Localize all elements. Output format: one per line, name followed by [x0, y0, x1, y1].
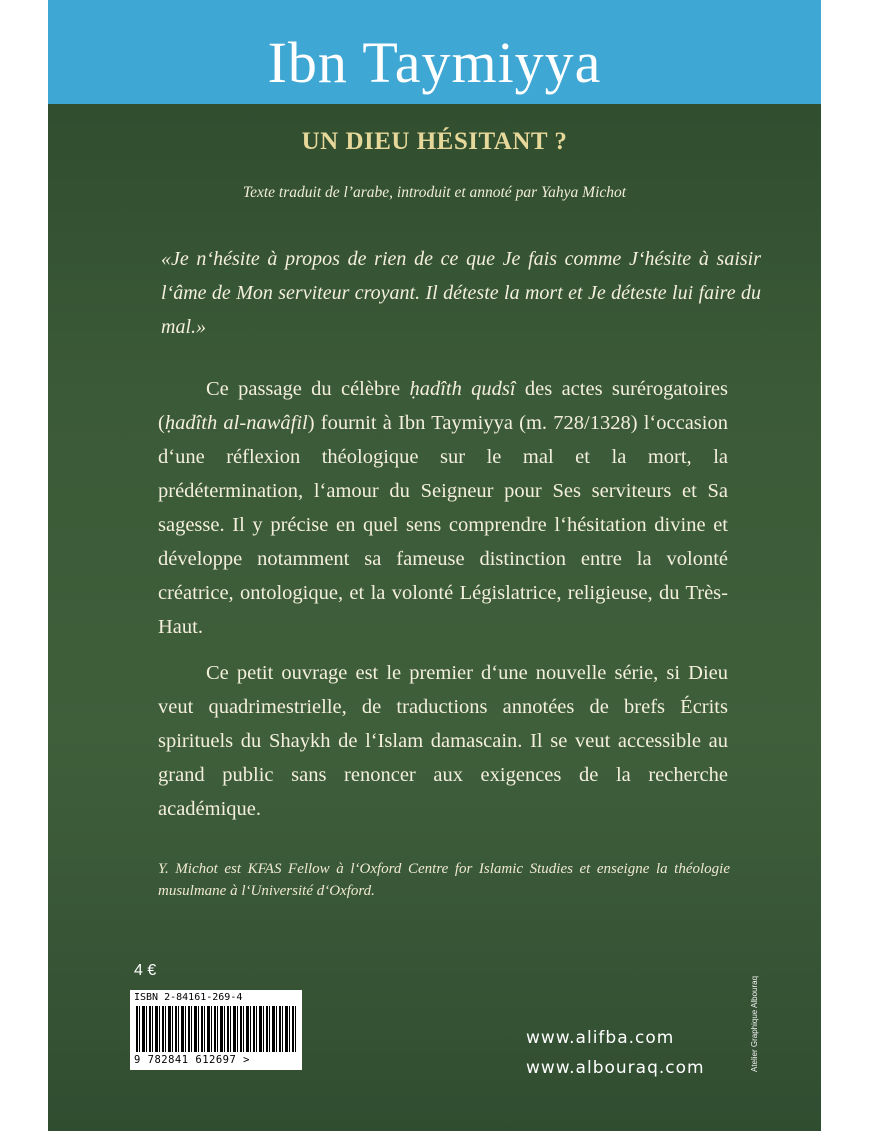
price: 4 € [134, 962, 157, 979]
isbn-barcode [130, 990, 302, 1070]
author-name: Ibn Taymiyya [267, 30, 602, 95]
design-credit: Atelier Graphique Albouraq [750, 975, 759, 1072]
description-paragraph-1 [158, 372, 728, 644]
book-title: UN DIEU HÉSITANT ? [301, 128, 568, 155]
back-cover [48, 0, 821, 1131]
translator-bio: Y. Michot est KFAS Fellow à l‘Oxford Centre for Islamic Studies et enseigne la théologie musulmane à l‘Université d‘Oxford. [158, 861, 730, 899]
description-paragraph-2: Ce petit ouvrage est le premier d‘une nouvelle série, si Dieu veut quadrimestrielle, de traductions annotées de brefs Écrits spirituels du Shaykh de l‘Islam damascain. Il se veut accessible au grand public sans renoncer aux exigences de la recherche académique. [158, 662, 728, 820]
website-alifba[interactable]: www.alifba.com [526, 1028, 675, 1048]
p1-text-a: Ce passage du célèbre [206, 378, 410, 400]
p1-term-hadith-qudsi: ḥadîth qudsî [409, 378, 516, 400]
p1-text-c: ) fournit à Ibn Taymiyya (m. 728/1328) l‘occasion d‘une réflexion théologique sur le mal et la mort, la prédétermination, l‘amour du Seigneur pour Ses serviteurs et Sa sagesse. Il y précise en quel sens comprendre l‘hésitation divine et développe notamment sa fameuse distinction entre la volonté créatrice, ontologique, et la volonté Législatrice, religieuse, du Très-Haut. [158, 412, 728, 638]
website-albouraq[interactable]: www.albouraq.com [526, 1058, 705, 1078]
isbn-number: ISBN 2-84161-269-4 [134, 992, 243, 1003]
barcode-bars [136, 1006, 296, 1052]
book-subtitle: Texte traduit de l’arabe, introduit et annoté par Yahya Michot [242, 184, 627, 201]
ean-number: 9 782841 612697 > [134, 1054, 250, 1066]
p1-text-b: des actes surérogatoires ( [158, 378, 728, 434]
p1-term-hadith-nawafil: ḥadîth al-nawâfil [164, 412, 308, 434]
hadith-quote: «Je n‘hésite à propos de rien de ce que Je fais comme J‘hésite à saisir l‘âme de Mon serviteur croyant. Il déteste la mort et Je déteste lui faire du mal.» [161, 248, 761, 338]
